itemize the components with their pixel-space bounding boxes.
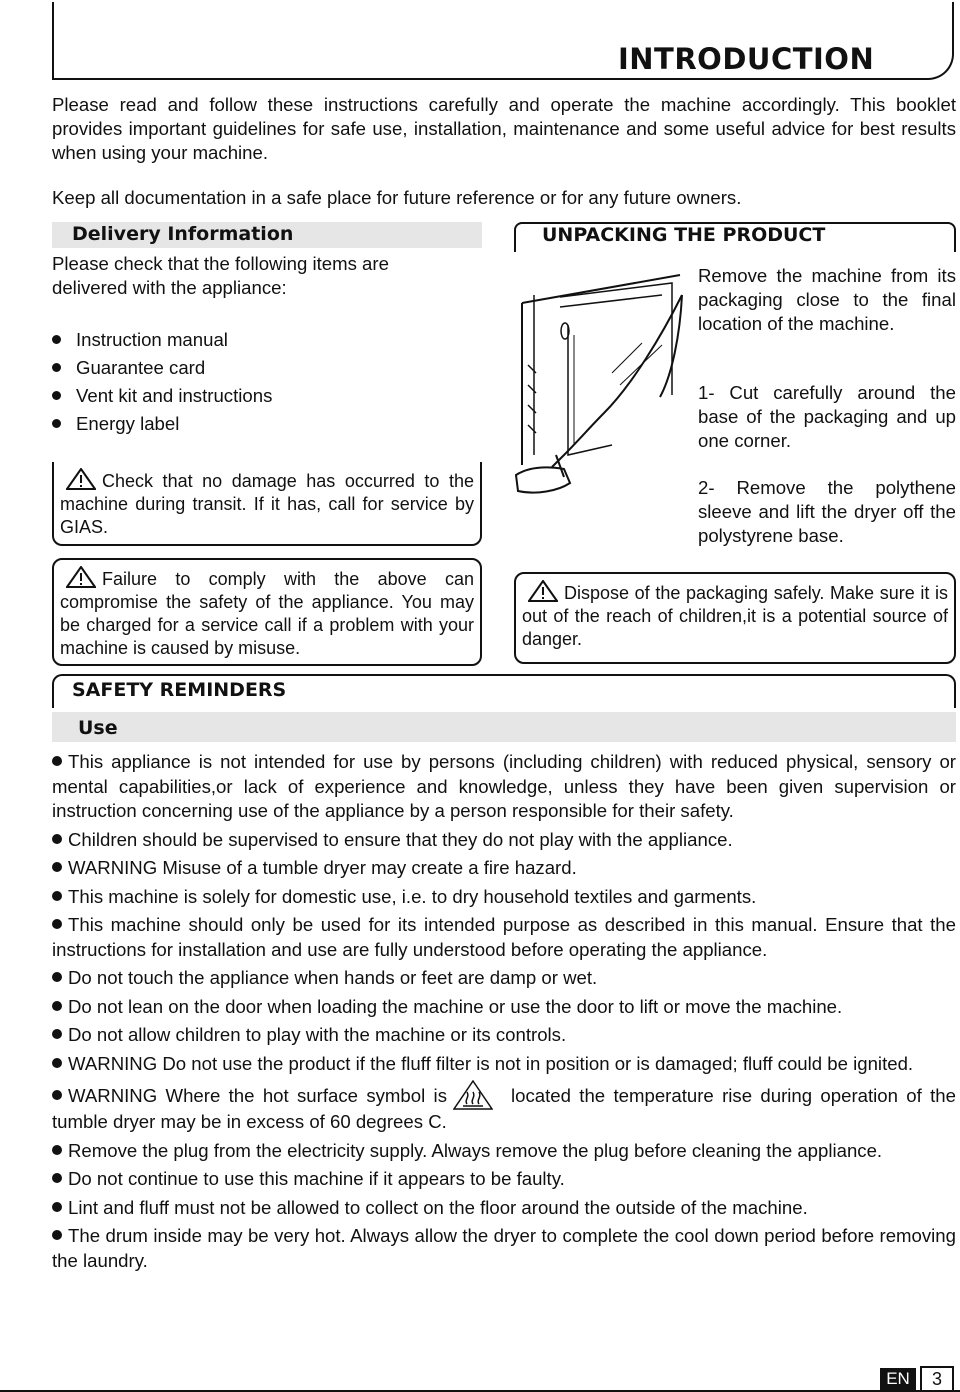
safety-title: SAFETY REMINDERS — [72, 679, 287, 701]
warning-icon — [528, 580, 558, 602]
packaging-warning-text: Dispose of the packaging safely. Make sure it is out of the reach of children,it is a potential source of danger. — [522, 583, 948, 649]
bullet-icon — [52, 1029, 62, 1039]
list-item: WARNING Misuse of a tumble dryer may create a fire hazard. — [52, 856, 956, 881]
list-item: This appliance is not intended for use by persons (including children) with reduced physical, sensory or mental capabilities,or lack of experience and knowledge, unless they have been given supervision or instruction concerning use of the appliance by a person responsible for their safety. — [52, 751, 956, 821]
list-item: Children should be supervised to ensure that they do not play with the appliance. — [52, 828, 956, 853]
unpacking-title: UNPACKING THE PRODUCT — [542, 224, 826, 246]
bullet-icon — [52, 1145, 62, 1155]
bullet-icon — [52, 972, 62, 982]
use-header-bar — [52, 712, 956, 742]
list-item: Remove the plug from the electricity supply. Always remove the plug before cleaning the appliance. — [52, 1139, 956, 1164]
list-item: WARNING Do not use the product if the fluff filter is not in position or is damaged; fluff could be ignited. — [52, 1052, 956, 1077]
transit-warning-box — [52, 462, 482, 546]
list-item: Do not allow children to play with the machine or its controls. — [52, 1023, 956, 1048]
list-item: Energy label — [52, 410, 272, 438]
list-item: Do not lean on the door when loading the machine or use the door to lift or move the machine. — [52, 995, 956, 1020]
page-number: 3 — [920, 1366, 954, 1390]
documentation-note: Keep all documentation in a safe place for future reference or for any future owners. — [52, 187, 742, 208]
unpacking-step-2: 2- Remove the polythene sleeve and lift the dryer off the polystyrene base. — [698, 477, 956, 546]
delivery-title: Delivery Information — [72, 223, 294, 245]
transit-warning-text: Check that no damage has occurred to the machine during transit. If it has, call for service by GIAS. — [60, 471, 474, 537]
language-badge: EN — [880, 1368, 916, 1390]
safety-list — [52, 750, 956, 1277]
list-item: This machine should only be used for its intended purpose as described in this manual. Ensure that the instructions for installation and use are fully understood before operating the appliance. — [52, 914, 956, 960]
bullet-icon — [52, 756, 62, 766]
list-item: Instruction manual — [52, 326, 272, 354]
bullet-icon — [52, 1230, 62, 1240]
hot-surface-icon — [453, 1080, 493, 1110]
bullet-icon — [52, 1173, 62, 1183]
bullet-icon — [52, 919, 62, 929]
list-item: WARNING Where the hot surface symbol is located the temperature rise during operation of the tumble dryer may be in excess of 60 degrees C. — [52, 1080, 956, 1135]
list-item: Vent kit and instructions — [52, 382, 272, 410]
unpacking-step-1: 1- Cut carefully around the base of the packaging and up one corner. — [698, 382, 956, 451]
list-item: Lint and fluff must not be allowed to collect on the floor around the outside of the machine. — [52, 1196, 956, 1221]
intro-paragraph: Please read and follow these instructions carefully and operate the machine accordingly. This booklet provides important guidelines for safe use, installation, maintenance and some useful advice for best results when using your machine. — [52, 94, 956, 163]
bullet-icon — [52, 1001, 62, 1011]
list-item: This machine is solely for domestic use, i.e. to dry household textiles and garments. — [52, 885, 956, 910]
unpacking-illustration — [512, 255, 692, 515]
packaging-warning-box — [514, 572, 956, 664]
bullet-icon — [52, 834, 62, 844]
list-item: Do not continue to use this machine if it appears to be faulty. — [52, 1167, 956, 1192]
bullet-icon — [52, 1202, 62, 1212]
list-item: The drum inside may be very hot. Always allow the dryer to complete the cool down period before removing the laundry. — [52, 1225, 956, 1271]
delivery-text: Please check that the following items are delivered with the appliance: — [52, 253, 389, 298]
delivery-items-list — [52, 326, 272, 438]
list-item: Guarantee card — [52, 354, 272, 382]
warning-icon — [66, 566, 96, 588]
bullet-icon — [52, 862, 62, 872]
use-subtitle: Use — [78, 717, 118, 739]
misuse-warning-box — [52, 558, 482, 666]
list-item: Do not touch the appliance when hands or feet are damp or wet. — [52, 966, 956, 991]
bullet-icon — [52, 1090, 62, 1100]
bullet-icon — [52, 1058, 62, 1068]
bullet-icon — [52, 891, 62, 901]
page-title: INTRODUCTION — [618, 42, 875, 76]
warning-icon — [66, 468, 96, 490]
unpacking-intro: Remove the machine from its packaging close to the final location of the machine. — [698, 265, 956, 334]
misuse-warning-text: Failure to comply with the above can compromise the safety of the appliance. You may be charged for a service call if a problem with your machine is caused by misuse. — [60, 569, 474, 658]
